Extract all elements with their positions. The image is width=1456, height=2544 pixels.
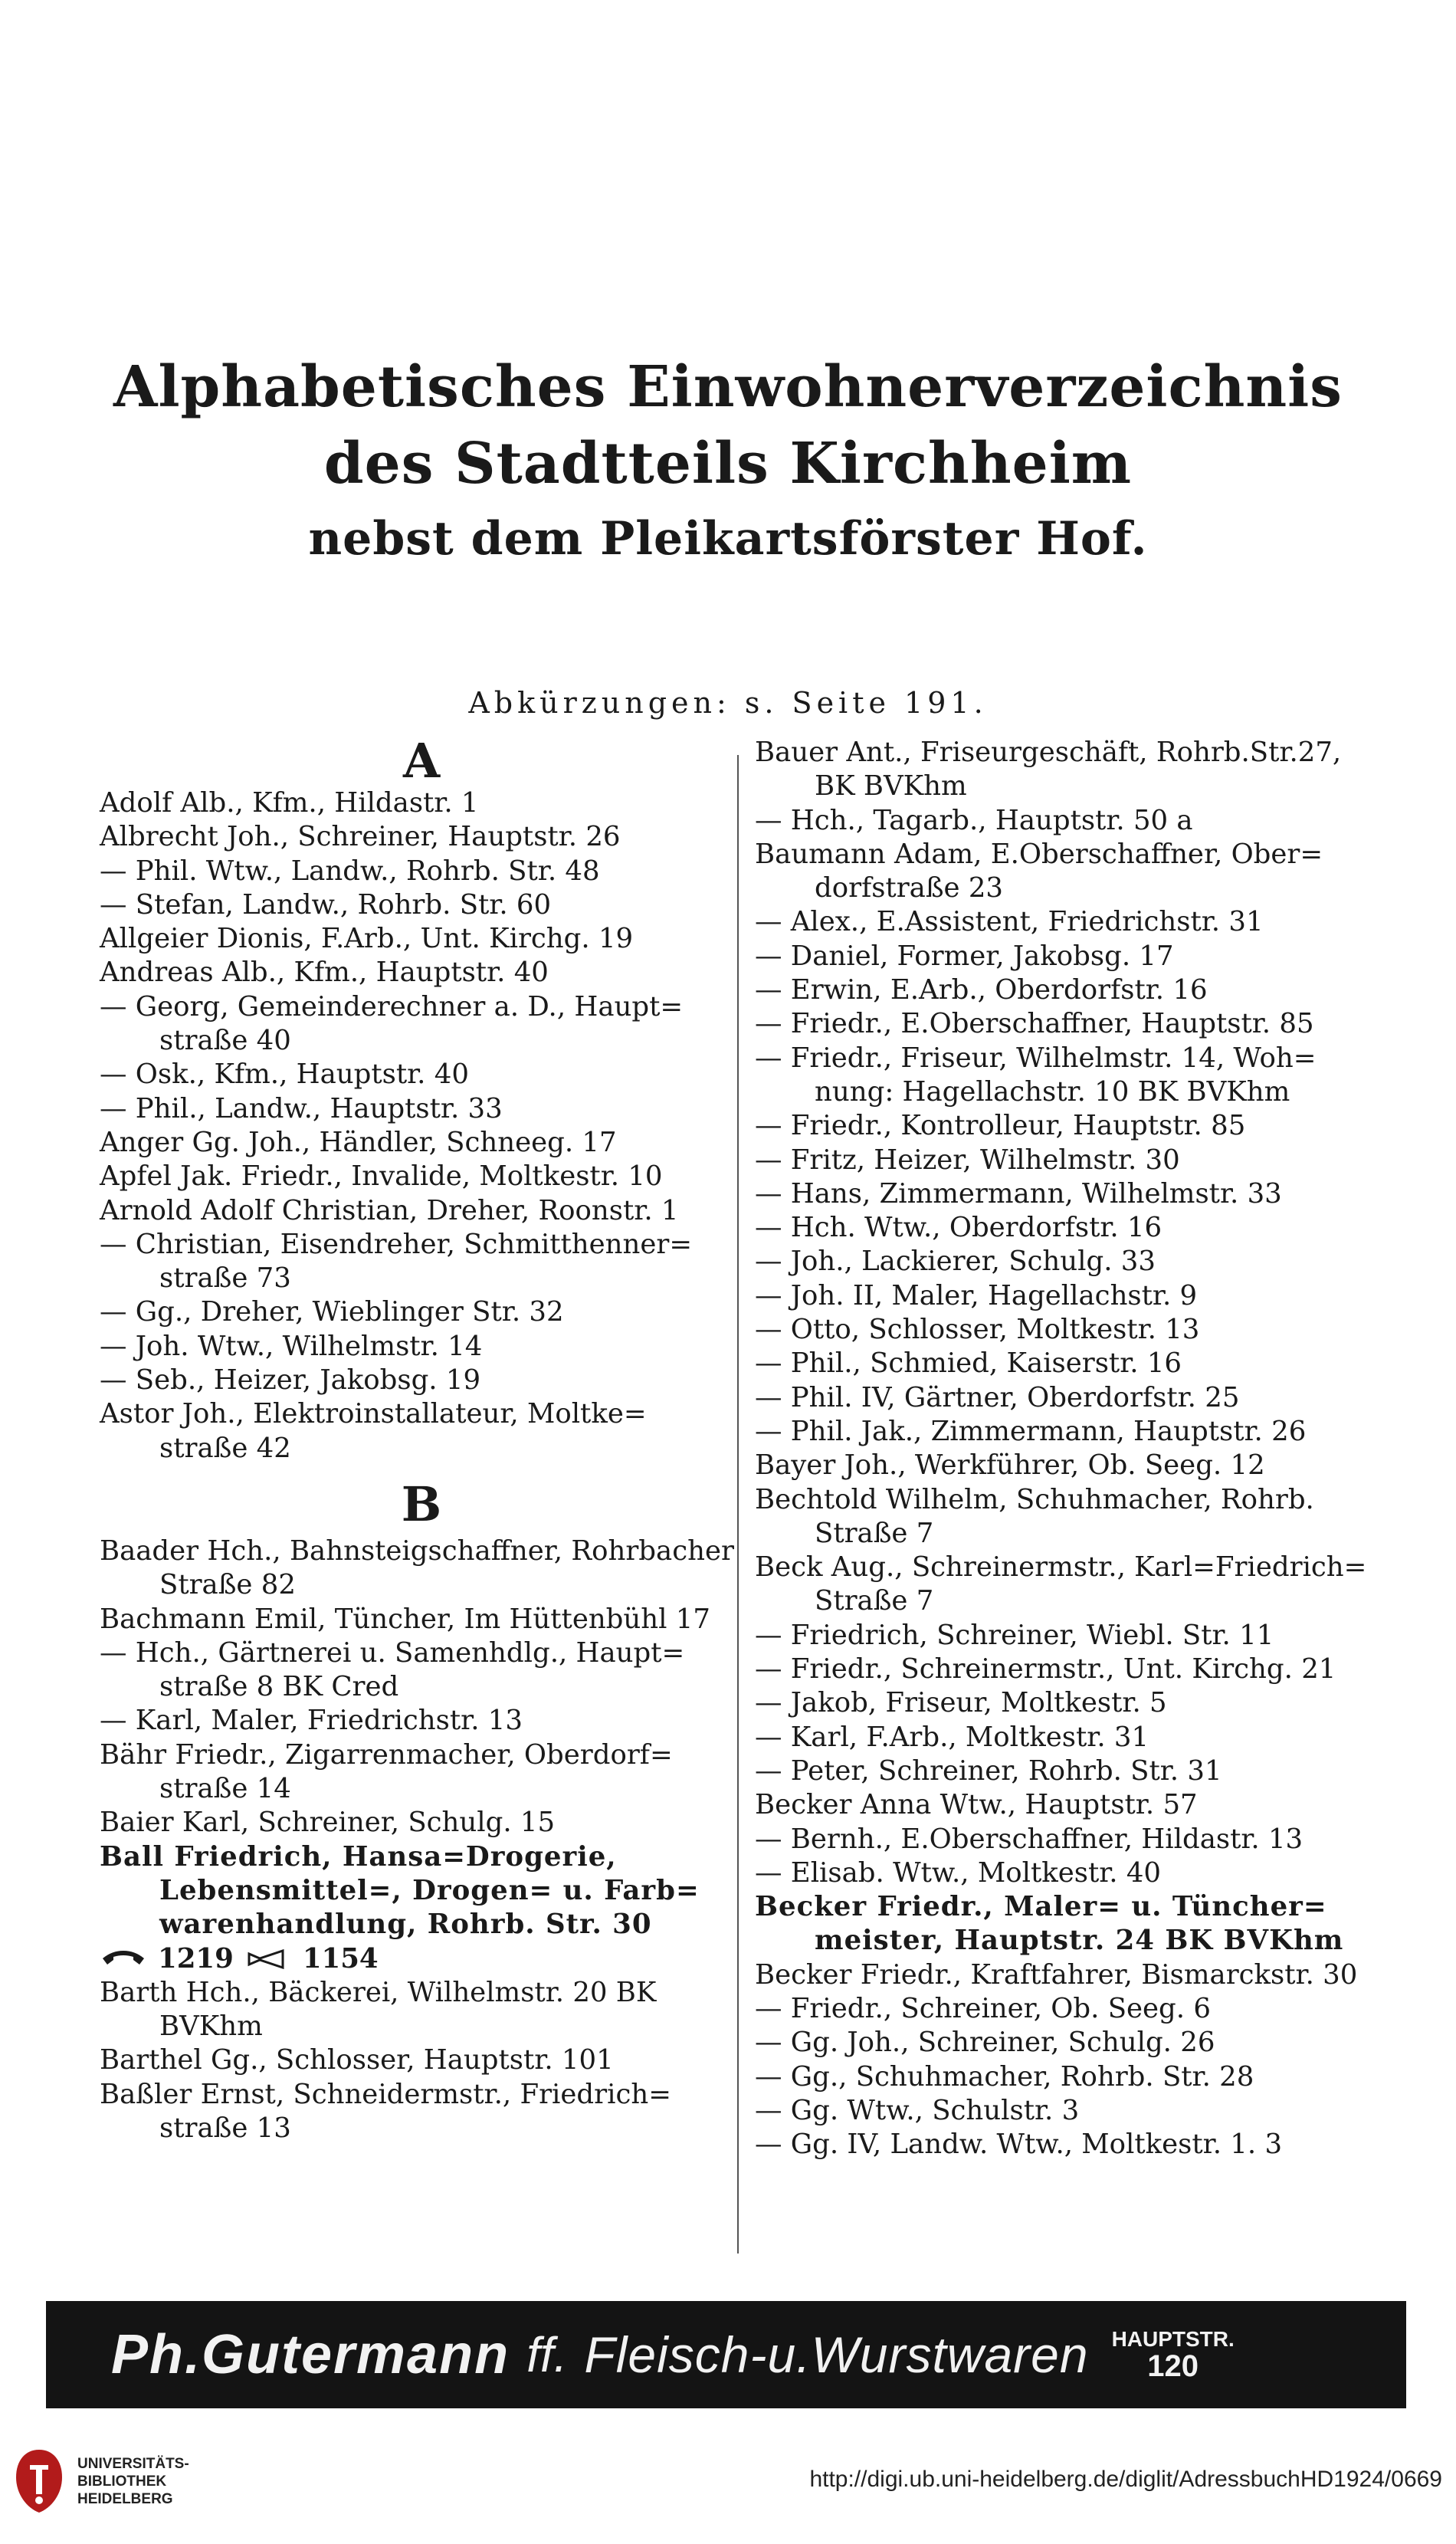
directory-entry: — Daniel, Former, Jakobsg. 17 (755, 940, 1174, 972)
abbreviations-note: Abkürzungen: s. Seite 191. (468, 686, 988, 720)
directory-entry: — Gg. IV, Landw. Wtw., Moltkestr. 1. 3 (755, 2129, 1283, 2161)
directory-entry: — Hans, Zimmermann, Wilhelmstr. 33 (755, 1177, 1282, 1210)
phone-numbers (100, 1942, 743, 1976)
directory-entry-continuation: straße 42 (159, 1432, 291, 1464)
directory-entry: — Hch., Tagarb., Hauptstr. 50 a (755, 804, 1193, 836)
directory-entry: — Osk., Kfm., Hauptstr. 40 (100, 1059, 469, 1091)
directory-entry: — Elisab. Wtw., Moltkestr. 40 (755, 1856, 1162, 1889)
phone-number-1: 1219 (158, 1942, 234, 1974)
banner-address (1112, 2328, 1235, 2382)
directory-entry: — Gg. Wtw., Schulstr. 3 (755, 2094, 1080, 2126)
banner-product: Fleisch-u.Wurstwaren (584, 2326, 1089, 2383)
directory-entry: Baier Karl, Schreiner, Schulg. 15 (100, 1807, 556, 1839)
directory-entry: Apfel Jak. Friedr., Invalide, Moltkestr. 10 (100, 1160, 663, 1193)
directory-entry: — Gg. Joh., Schreiner, Schulg. 26 (755, 2027, 1215, 2059)
directory-entry: Bayer Joh., Werkführer, Ob. Seeg. 12 (755, 1449, 1265, 1482)
directory-entry: — Gg., Schuhmacher, Rohrb. Str. 28 (755, 2060, 1254, 2093)
directory-entry: — Friedrich, Schreiner, Wiebl. Str. 11 (755, 1619, 1274, 1651)
banner-address-number: 120 (1147, 2349, 1199, 2383)
title-line-2: des Stadtteils Kirchheim (323, 431, 1133, 497)
directory-entry-continuation: straße 8 BK Cred (159, 1671, 399, 1703)
directory-entry: Baader Hch., Bahnsteigschaffner, Rohrbacher (100, 1535, 734, 1567)
directory-entry: Bachmann Emil, Tüncher, Im Hüttenbühl 17 (100, 1603, 710, 1635)
directory-entry: Baumann Adam, E.Oberschaffner, Ober= (755, 838, 1323, 870)
directory-entry: Bechtold Wilhelm, Schuhmacher, Rohrb. (755, 1483, 1314, 1515)
directory-entry: — Bernh., E.Oberschaffner, Hildastr. 13 (755, 1823, 1304, 1855)
directory-entry: Arnold Adolf Christian, Dreher, Roonstr. 1 (100, 1194, 679, 1226)
banner-ff: ff. (526, 2327, 568, 2382)
directory-entry-continuation: straße 14 (159, 1773, 291, 1805)
directory-entry: — Phil., Landw., Hauptstr. 33 (100, 1092, 503, 1124)
library-logo[interactable] (11, 2447, 189, 2516)
horn-icon (244, 1949, 292, 1969)
logo-text-line-1: UNIVERSITÄTS- (77, 2455, 189, 2472)
directory-entry: Becker Anna Wtw., Hauptstr. 57 (755, 1789, 1198, 1821)
directory-entry: Adolf Alb., Kfm., Hildastr. 1 (100, 787, 479, 819)
directory-entry: Bauer Ant., Friseurgeschäft, Rohrb.Str.27, (755, 737, 1342, 768)
column-divider (737, 755, 739, 2253)
directory-entry: — Alex., E.Assistent, Friedrichstr. 31 (755, 906, 1264, 938)
left-column (100, 733, 743, 2145)
directory-entry-continuation: dorfstraße 23 (815, 872, 1004, 904)
directory-entry: Anger Gg. Joh., Händler, Schneeg. 17 (100, 1126, 617, 1158)
directory-entry: — Jakob, Friseur, Moltkestr. 5 (755, 1687, 1167, 1719)
directory-entry-continuation: straße 40 (159, 1025, 291, 1057)
directory-entry: Baßler Ernst, Schneidermstr., Friedrich= (100, 2078, 671, 2110)
directory-entry-continuation: meister, Hauptstr. 24 BK BVKhm (815, 1925, 1344, 1957)
directory-entry: — Phil., Schmied, Kaiserstr. 16 (755, 1347, 1182, 1380)
directory-entry: — Peter, Schreiner, Rohrb. Str. 31 (755, 1755, 1222, 1787)
right-column (755, 736, 1399, 2162)
library-seal-icon (11, 2447, 67, 2516)
directory-entry-continuation: Lebensmittel=, Drogen= u. Farb= (159, 1874, 700, 1906)
section-letter: A (402, 733, 441, 789)
directory-entry: — Joh. II, Maler, Hagellachstr. 9 (755, 1279, 1198, 1311)
logo-text-line-3: HEIDELBERG (77, 2490, 173, 2507)
directory-entry-continuation: straße 13 (159, 2112, 291, 2144)
directory-entry-continuation: straße 73 (159, 1262, 291, 1295)
directory-entry: — Joh., Lackierer, Schulg. 33 (755, 1246, 1156, 1278)
directory-entry: Becker Friedr., Kraftfahrer, Bismarckstr. 30 (755, 1958, 1358, 1991)
directory-entry: — Friedr., Schreinermstr., Unt. Kirchg. 21 (755, 1653, 1336, 1686)
directory-entry: — Karl, F.Arb., Moltkestr. 31 (755, 1721, 1149, 1753)
section-letter: B (401, 1476, 442, 1532)
directory-entry: Andreas Alb., Kfm., Hauptstr. 40 (100, 957, 549, 989)
directory-entry: — Hch., Gärtnerei u. Samenhdlg., Haupt= (100, 1636, 685, 1669)
directory-entry: — Phil. IV, Gärtner, Oberdorfstr. 25 (755, 1381, 1240, 1413)
telephone-icon (100, 1949, 147, 1969)
directory-entry: — Georg, Gemeinderechner a. D., Haupt= (100, 990, 684, 1023)
directory-entry: — Stefan, Landw., Rohrb. Str. 60 (100, 888, 552, 921)
directory-entry-continuation: BK BVKhm (815, 770, 967, 803)
banner-address-street: HAUPTSTR. (1111, 2327, 1235, 2351)
directory-entry-continuation: BVKhm (159, 2011, 263, 2043)
title-line-1: Alphabetisches Einwohnerverzeichnis (113, 354, 1343, 420)
directory-entry: — Phil. Jak., Zimmermann, Hauptstr. 26 (755, 1415, 1307, 1447)
directory-entry: — Otto, Schlosser, Moltkestr. 13 (755, 1314, 1200, 1346)
banner-name: Ph.Gutermann (111, 2324, 510, 2385)
directory-entry-continuation: Straße 7 (815, 1517, 934, 1549)
directory-entry: — Friedr., Schreiner, Ob. Seeg. 6 (755, 1992, 1211, 2024)
title-line-3: nebst dem Pleikartsförster Hof. (308, 512, 1148, 566)
directory-entry: — Fritz, Heizer, Wilhelmstr. 30 (755, 1144, 1180, 1176)
directory-entry: — Christian, Eisendreher, Schmitthenner= (100, 1228, 693, 1260)
directory-entry-continuation: nung: Hagellachstr. 10 BK BVKhm (815, 1075, 1290, 1108)
directory-entry: — Friedr., Friseur, Wilhelmstr. 14, Woh= (755, 1042, 1317, 1074)
directory-entry: Allgeier Dionis, F.Arb., Unt. Kirchg. 19 (100, 923, 634, 955)
directory-entry: Beck Aug., Schreinermstr., Karl=Friedrich= (755, 1551, 1367, 1584)
directory-entry: — Hch. Wtw., Oberdorfstr. 16 (755, 1212, 1163, 1244)
directory-entry: Barthel Gg., Schlosser, Hauptstr. 101 (100, 2044, 614, 2076)
directory-entry: — Karl, Maler, Friedrichstr. 13 (100, 1705, 523, 1737)
directory-entry-continuation: Straße 7 (815, 1585, 934, 1617)
advertisement-banner (46, 2301, 1406, 2408)
directory-entry: — Seb., Heizer, Jakobsg. 19 (100, 1364, 481, 1397)
footer (0, 2437, 1456, 2544)
directory-entry: — Phil. Wtw., Landw., Rohrb. Str. 48 (100, 855, 600, 887)
directory-entry: — Friedr., Kontrolleur, Hauptstr. 85 (755, 1110, 1246, 1142)
directory-entry: — Friedr., E.Oberschaffner, Hauptstr. 85 (755, 1008, 1314, 1040)
page-header (0, 349, 1456, 570)
directory-entry-continuation: Straße 82 (159, 1569, 296, 1601)
directory-entry: Becker Friedr., Maler= u. Tüncher= (755, 1891, 1327, 1923)
source-url-link[interactable]: http://digi.ub.uni-heidelberg.de/diglit/AdressbuchHD1924/0669 (809, 2467, 1442, 2492)
directory-entry: Astor Joh., Elektroinstallateur, Moltke= (100, 1398, 647, 1430)
directory-entry: — Joh. Wtw., Wilhelmstr. 14 (100, 1330, 483, 1362)
directory-entry: Ball Friedrich, Hansa=Drogerie, (100, 1840, 617, 1873)
directory-entry: — Erwin, E.Arb., Oberdorfstr. 16 (755, 974, 1208, 1006)
directory-entry-continuation: warenhandlung, Rohrb. Str. 30 (159, 1909, 652, 1941)
directory-entry: — Gg., Dreher, Wieblinger Str. 32 (100, 1296, 564, 1328)
directory-entry: Bähr Friedr., Zigarrenmacher, Oberdorf= (100, 1738, 673, 1771)
directory-entry: Albrecht Joh., Schreiner, Hauptstr. 26 (100, 821, 621, 853)
directory-entry: Barth Hch., Bäckerei, Wilhelmstr. 20 BK (100, 1976, 657, 2008)
logo-text-line-2: BIBLIOTHEK (77, 2473, 167, 2490)
phone-number-2: 1154 (302, 1942, 379, 1974)
